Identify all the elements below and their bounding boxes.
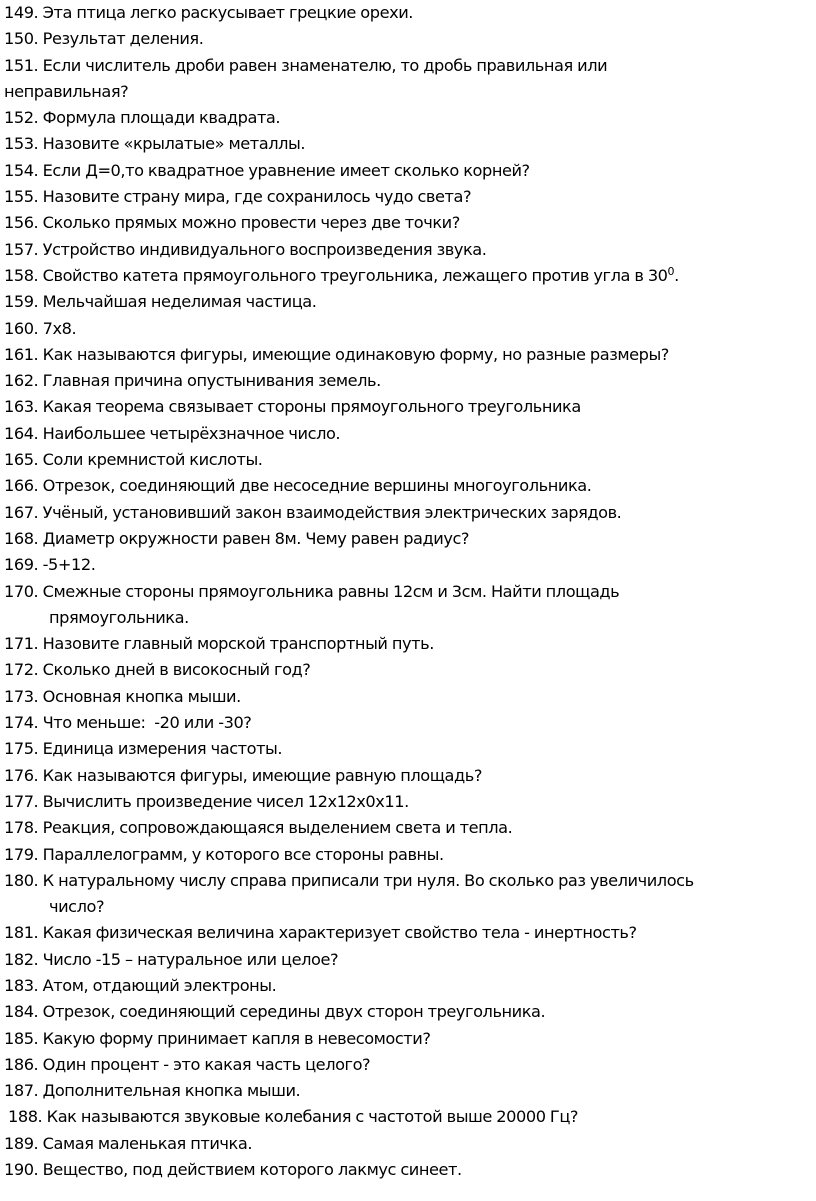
question-155 (4, 184, 812, 210)
question-number: 181. (4, 923, 39, 943)
question-181 (4, 920, 812, 946)
question-182 (4, 947, 812, 973)
question-text: Если числитель дроби равен знаменателю, то дробь правильная или неправильная? (4, 55, 608, 101)
question-text: Какую форму принимает капля в невесомости? (42, 1028, 431, 1048)
question-169 (4, 552, 812, 578)
question-179 (4, 842, 812, 868)
question-149 (4, 0, 812, 26)
question-number: 154. (4, 160, 39, 180)
question-text: 7х8. (42, 318, 77, 338)
question-text: Что меньше: -20 или -30? (42, 713, 252, 733)
question-183 (4, 973, 812, 999)
question-text: -5+12. (42, 555, 96, 575)
question-text: Дополнительная кнопка мыши. (42, 1081, 301, 1101)
question-167 (4, 500, 812, 526)
question-152 (4, 105, 812, 131)
question-157 (4, 237, 812, 263)
question-175 (4, 736, 812, 762)
question-text: Какая физическая величина характеризует свойство тела - инертность? (42, 923, 637, 943)
question-text: Один процент - это какая часть целого? (42, 1054, 371, 1074)
question-number: 185. (4, 1028, 39, 1048)
question-190 (4, 1157, 812, 1183)
question-number: 162. (4, 371, 39, 391)
question-text: Диаметр окружности равен 8м. Чему равен радиус? (42, 528, 470, 548)
question-text: Вещество, под действием которого лакмус синеет. (42, 1160, 462, 1180)
question-number: 161. (4, 344, 39, 364)
question-168 (4, 526, 812, 552)
question-number: 155. (4, 187, 39, 207)
question-186 (4, 1052, 812, 1078)
question-150 (4, 26, 812, 52)
question-number: 165. (4, 450, 39, 470)
question-number: 187. (4, 1081, 39, 1101)
question-162 (4, 368, 812, 394)
degree-superscript: 0 (667, 264, 675, 278)
question-text: Соли кремнистой кислоты. (42, 450, 263, 470)
question-text: Назовите главный морской транспортный путь. (42, 634, 434, 654)
question-185 (4, 1026, 812, 1052)
question-number: 179. (4, 844, 39, 864)
question-number: 160. (4, 318, 39, 338)
question-text: Наибольшее четырёхзначное число. (42, 423, 341, 443)
question-number: 151. (4, 55, 39, 75)
question-number: 171. (4, 634, 39, 654)
question-text: Сколько прямых можно провести через две точки? (42, 213, 460, 233)
question-170 (4, 579, 812, 632)
question-number: 172. (4, 660, 39, 680)
question-text: Основная кнопка мыши. (42, 686, 241, 706)
question-number: 149. (4, 3, 39, 22)
question-number: 170. (4, 581, 39, 601)
question-text: Атом, отдающий электроны. (42, 975, 277, 995)
question-text: Свойство катета прямоугольного треугольника, лежащего против угла в 30 (42, 265, 668, 285)
question-163 (4, 394, 812, 420)
question-172 (4, 657, 812, 683)
question-160 (4, 316, 812, 342)
question-text: Отрезок, соединяющий две несоседние вершины многоугольника. (42, 476, 592, 496)
question-text: Смежные стороны прямоугольника равны 12см и 3см. Найти площадь (42, 581, 620, 601)
question-number: 164. (4, 423, 39, 443)
question-number: 159. (4, 292, 39, 312)
question-176 (4, 763, 812, 789)
question-174 (4, 710, 812, 736)
question-187 (4, 1078, 812, 1104)
question-number: 184. (4, 1002, 39, 1022)
question-text: Самая маленькая птичка. (42, 1133, 253, 1153)
question-number: 186. (4, 1054, 39, 1074)
question-text: Единица измерения частоты. (42, 739, 283, 759)
question-189 (4, 1131, 812, 1157)
question-text: Назовите страну мира, где сохранилось чудо света? (42, 187, 472, 207)
question-text: Учёный, установивший закон взаимодействия электрических зарядов. (42, 502, 622, 522)
question-text: Результат деления. (42, 29, 204, 49)
question-number: 158. (4, 265, 39, 285)
question-number: 168. (4, 528, 39, 548)
question-number: 177. (4, 791, 39, 811)
question-number: 182. (4, 949, 39, 969)
question-178 (4, 815, 812, 841)
question-number: 156. (4, 213, 39, 233)
question-number: 176. (4, 765, 39, 785)
question-177 (4, 789, 812, 815)
question-number: 169. (4, 555, 39, 575)
question-text: Сколько дней в високосный год? (42, 660, 311, 680)
question-number: 178. (4, 818, 39, 838)
question-184 (4, 999, 812, 1025)
question-number: 150. (4, 29, 39, 49)
question-text-continued: прямоугольника. (49, 607, 189, 627)
question-number: 157. (4, 239, 39, 259)
question-188 (4, 1104, 812, 1130)
question-text: Как называются фигуры, имеющие одинаковую форму, но разные размеры? (42, 344, 669, 364)
question-154 (4, 158, 812, 184)
question-text: Реакция, сопровождающаяся выделением света и тепла. (42, 818, 513, 838)
question-number: 166. (4, 476, 39, 496)
question-number: 180. (4, 870, 39, 890)
question-text: Какая теорема связывает стороны прямоугольного треугольника (42, 397, 581, 417)
question-153 (4, 131, 812, 157)
question-text: Если Д=0,то квадратное уравнение имеет сколько корней? (42, 160, 530, 180)
question-number: 152. (4, 108, 39, 128)
question-number: 188. (8, 1107, 43, 1127)
question-159 (4, 289, 812, 315)
question-173 (4, 684, 812, 710)
question-number: 175. (4, 739, 39, 759)
question-166 (4, 473, 812, 499)
question-number: 190. (4, 1160, 39, 1180)
question-text: Формула площади квадрата. (42, 108, 281, 128)
question-text: Эта птица легко раскусывает грецкие орехи. (42, 3, 413, 22)
question-number: 153. (4, 134, 39, 154)
question-text: Отрезок, соединяющий середины двух сторон треугольника. (42, 1002, 546, 1022)
question-text: Назовите «крылатые» металлы. (42, 134, 306, 154)
question-text: Как называются фигуры, имеющие равную площадь? (42, 765, 482, 785)
question-number: 163. (4, 397, 39, 417)
question-text: Устройство индивидуального воспроизведения звука. (42, 239, 487, 259)
question-text: Вычислить произведение чисел 12х12х0х11. (42, 791, 409, 811)
question-number: 183. (4, 975, 39, 995)
question-161 (4, 342, 812, 368)
question-number: 173. (4, 686, 39, 706)
question-number: 174. (4, 713, 39, 733)
question-text: Число -15 – натуральное или целое? (42, 949, 339, 969)
question-171 (4, 631, 812, 657)
question-164 (4, 421, 812, 447)
question-165 (4, 447, 812, 473)
question-list (4, 0, 812, 1183)
question-180 (4, 868, 812, 921)
question-number: 189. (4, 1133, 39, 1153)
question-text: Параллелограмм, у которого все стороны равны. (42, 844, 444, 864)
question-156 (4, 210, 812, 236)
question-text: Мельчайшая неделимая частица. (42, 292, 317, 312)
question-151 (4, 53, 704, 106)
question-text-tail: . (674, 265, 679, 285)
question-text-continued: число? (49, 897, 105, 917)
question-158 (4, 263, 812, 289)
question-text: Главная причина опустынивания земель. (42, 371, 381, 391)
question-number: 167. (4, 502, 39, 522)
question-text: К натуральному числу справа приписали три нуля. Во сколько раз увеличилось (42, 870, 694, 890)
question-text: Как называются звуковые колебания с частотой выше 20000 Гц? (46, 1107, 579, 1127)
